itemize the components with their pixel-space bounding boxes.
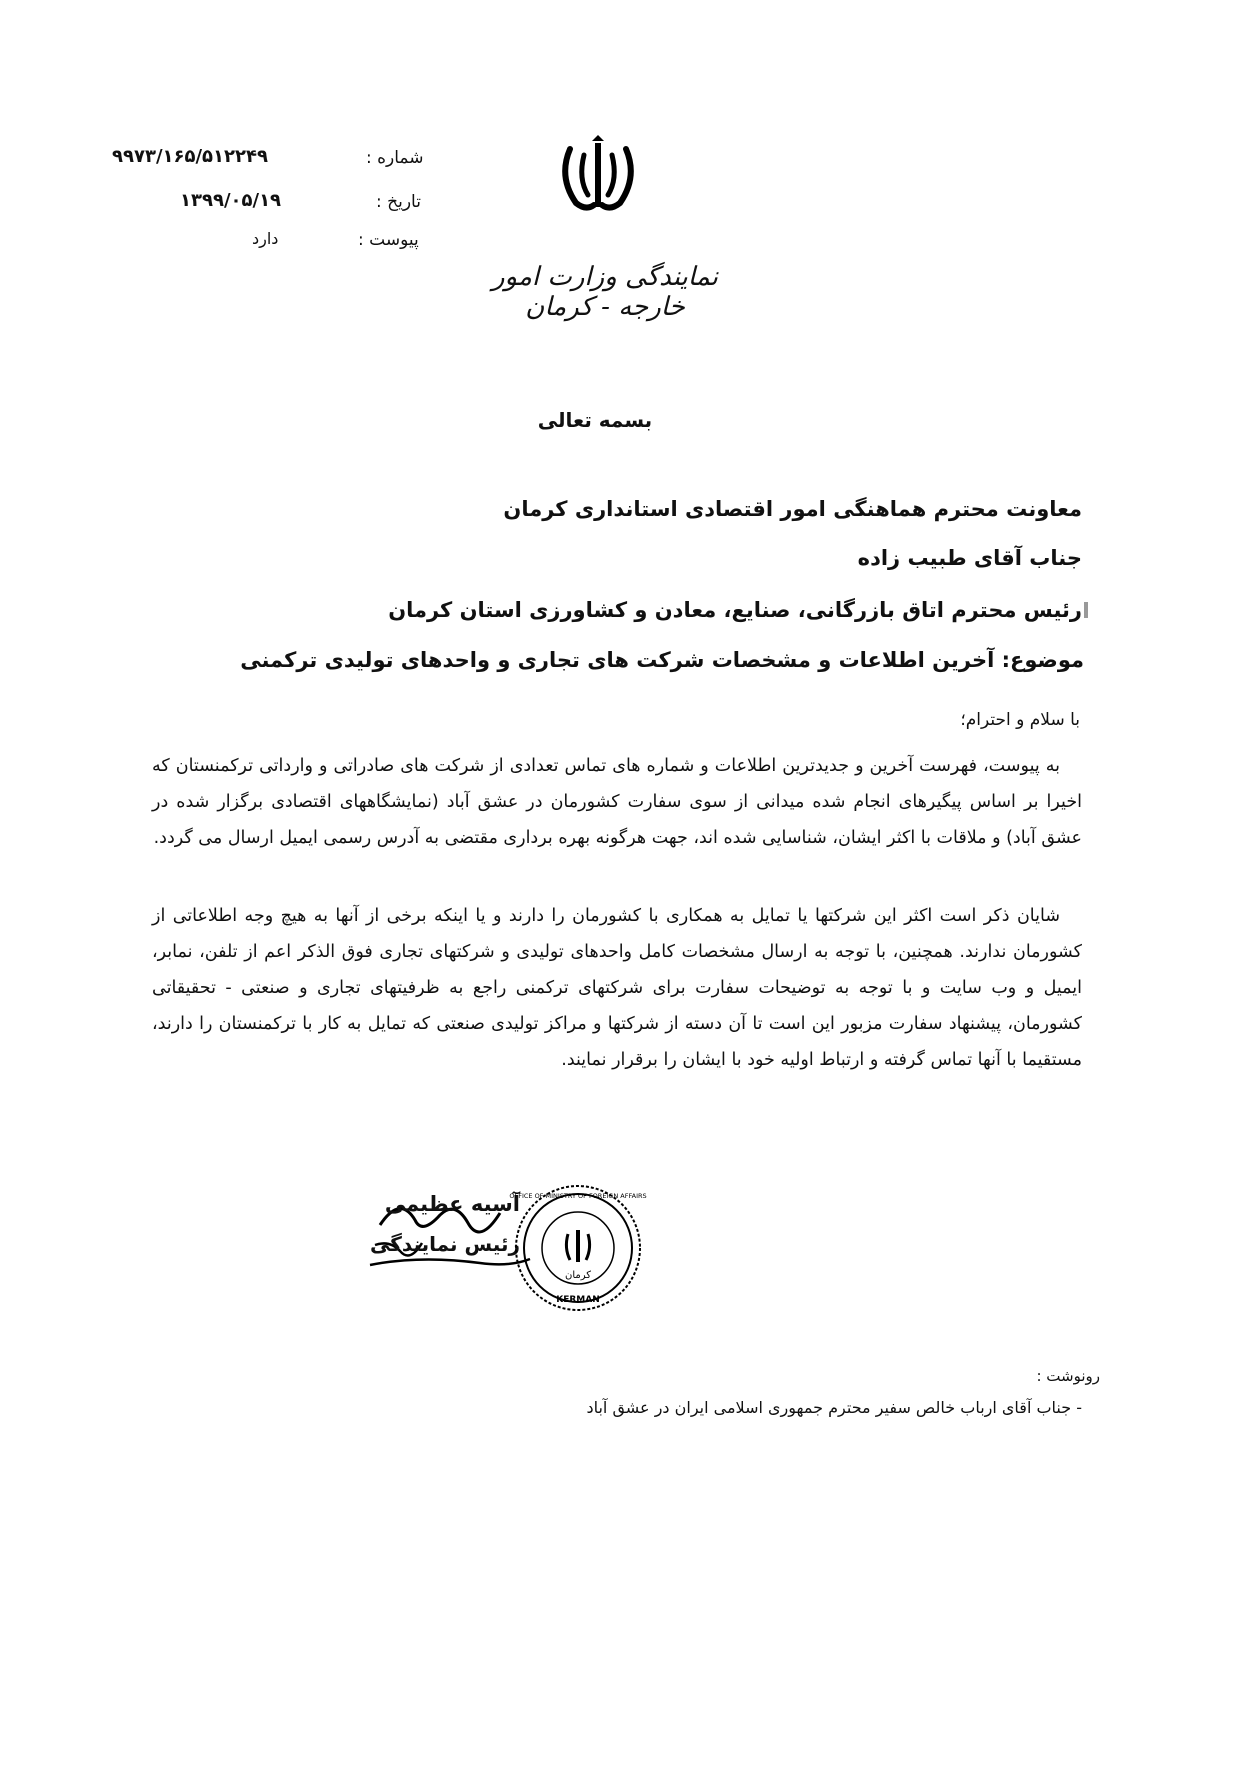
attachment-value: دارد [252,229,279,248]
signatory-title: رئیس نمایندگی [370,1232,520,1256]
organization-signature: نمایندگی وزارت امور خارجه - کرمان [491,262,718,322]
iran-emblem-icon [556,135,640,219]
number-value: ۹۹۷۳/۱۶۵/۵۱۲۲۴۹ [112,146,268,167]
recipient-line-1: معاونت محترم هماهنگی امور اقتصادی استانداری کرمان [503,497,1082,521]
attachment-label: پیوست : [358,230,419,250]
date-label: تاریخ : [376,192,421,212]
cc-label: رونوشت : [1036,1367,1100,1385]
paragraph-1: به پیوست، فهرست آخرین و جدیدترین اطلاعات و شماره های تماس تعدادی از شرکت های صادراتی و وارداتی ترکمنستان که اخیرا بر اساس پیگیرهای انجام شده میدانی از سوی سفارت کشورمان در عشق آباد (نمایشگاههای اقتصادی برگزار شده در عشق آباد) و ملاقات با اکثر ایشان، شناسایی شده اند، جهت هرگونه بهره برداری مقتضی به آدرس رسمی ایمیل ارسال می گردد. [152,756,1082,848]
recipient-line-2: جناب آقای طبیب زاده [857,546,1082,570]
paragraph-2: شایان ذکر است اکثر این شرکتها یا تمایل به همکاری با کشورمان را دارند و یا اینکه برخی از آنها به هیچ وجه اطلاعاتی از کشورمان ندارند. همچنین، با توجه به ارسال مشخصات کامل واحدهای تولیدی و شرکتهای تجاری فوق الذکر اعم از تلفن، نمابر، ایمیل و وب سایت و با توجه به توضیحات سفارت برای شرکتهای ترکمنی راجع به ظرفیتهای تجاری و صنعتی - تحقیقاتی کشورمان، پیشنهاد سفارت مزبور این است تا آن دسته از شرکتها و مراکز تولیدی صنعتی که تمایل به کار با ترکمنستان را دارند، مستقیما با آنها تماس گرفته و ارتباط اولیه خود با ایشان را برقرار نمایند. [152,906,1082,1070]
seal-bottom-text: KERMAN [556,1295,600,1305]
official-seal-icon [508,1180,648,1315]
date-value: ۱۳۹۹/۰۵/۱۹ [180,190,282,211]
margin-mark [1084,602,1088,618]
basmala-heading: بسمه تعالی [537,408,653,432]
seal-center-text: کرمان [564,1270,592,1281]
subject-line: موضوع: آخرین اطلاعات و مشخصات شرکت های تجاری و واحدهای تولیدی ترکمنی [240,648,1084,672]
recipient-line-3: رئیس محترم اتاق بازرگانی، صنایع، معادن و کشاورزی استان کرمان [388,598,1082,622]
greeting: با سلام و احترام؛ [960,710,1080,730]
seal-top-text: OFFICE OF MINISTRY OF FOREIGN AFFAIRS [509,1192,647,1200]
number-label: شماره : [366,148,424,168]
signatory-name: آسیه عظیمی [384,1192,520,1216]
cc-recipient: - جناب آقای ارباب خالص سفیر محترم جمهوری اسلامی ایران در عشق آباد [586,1398,1082,1417]
